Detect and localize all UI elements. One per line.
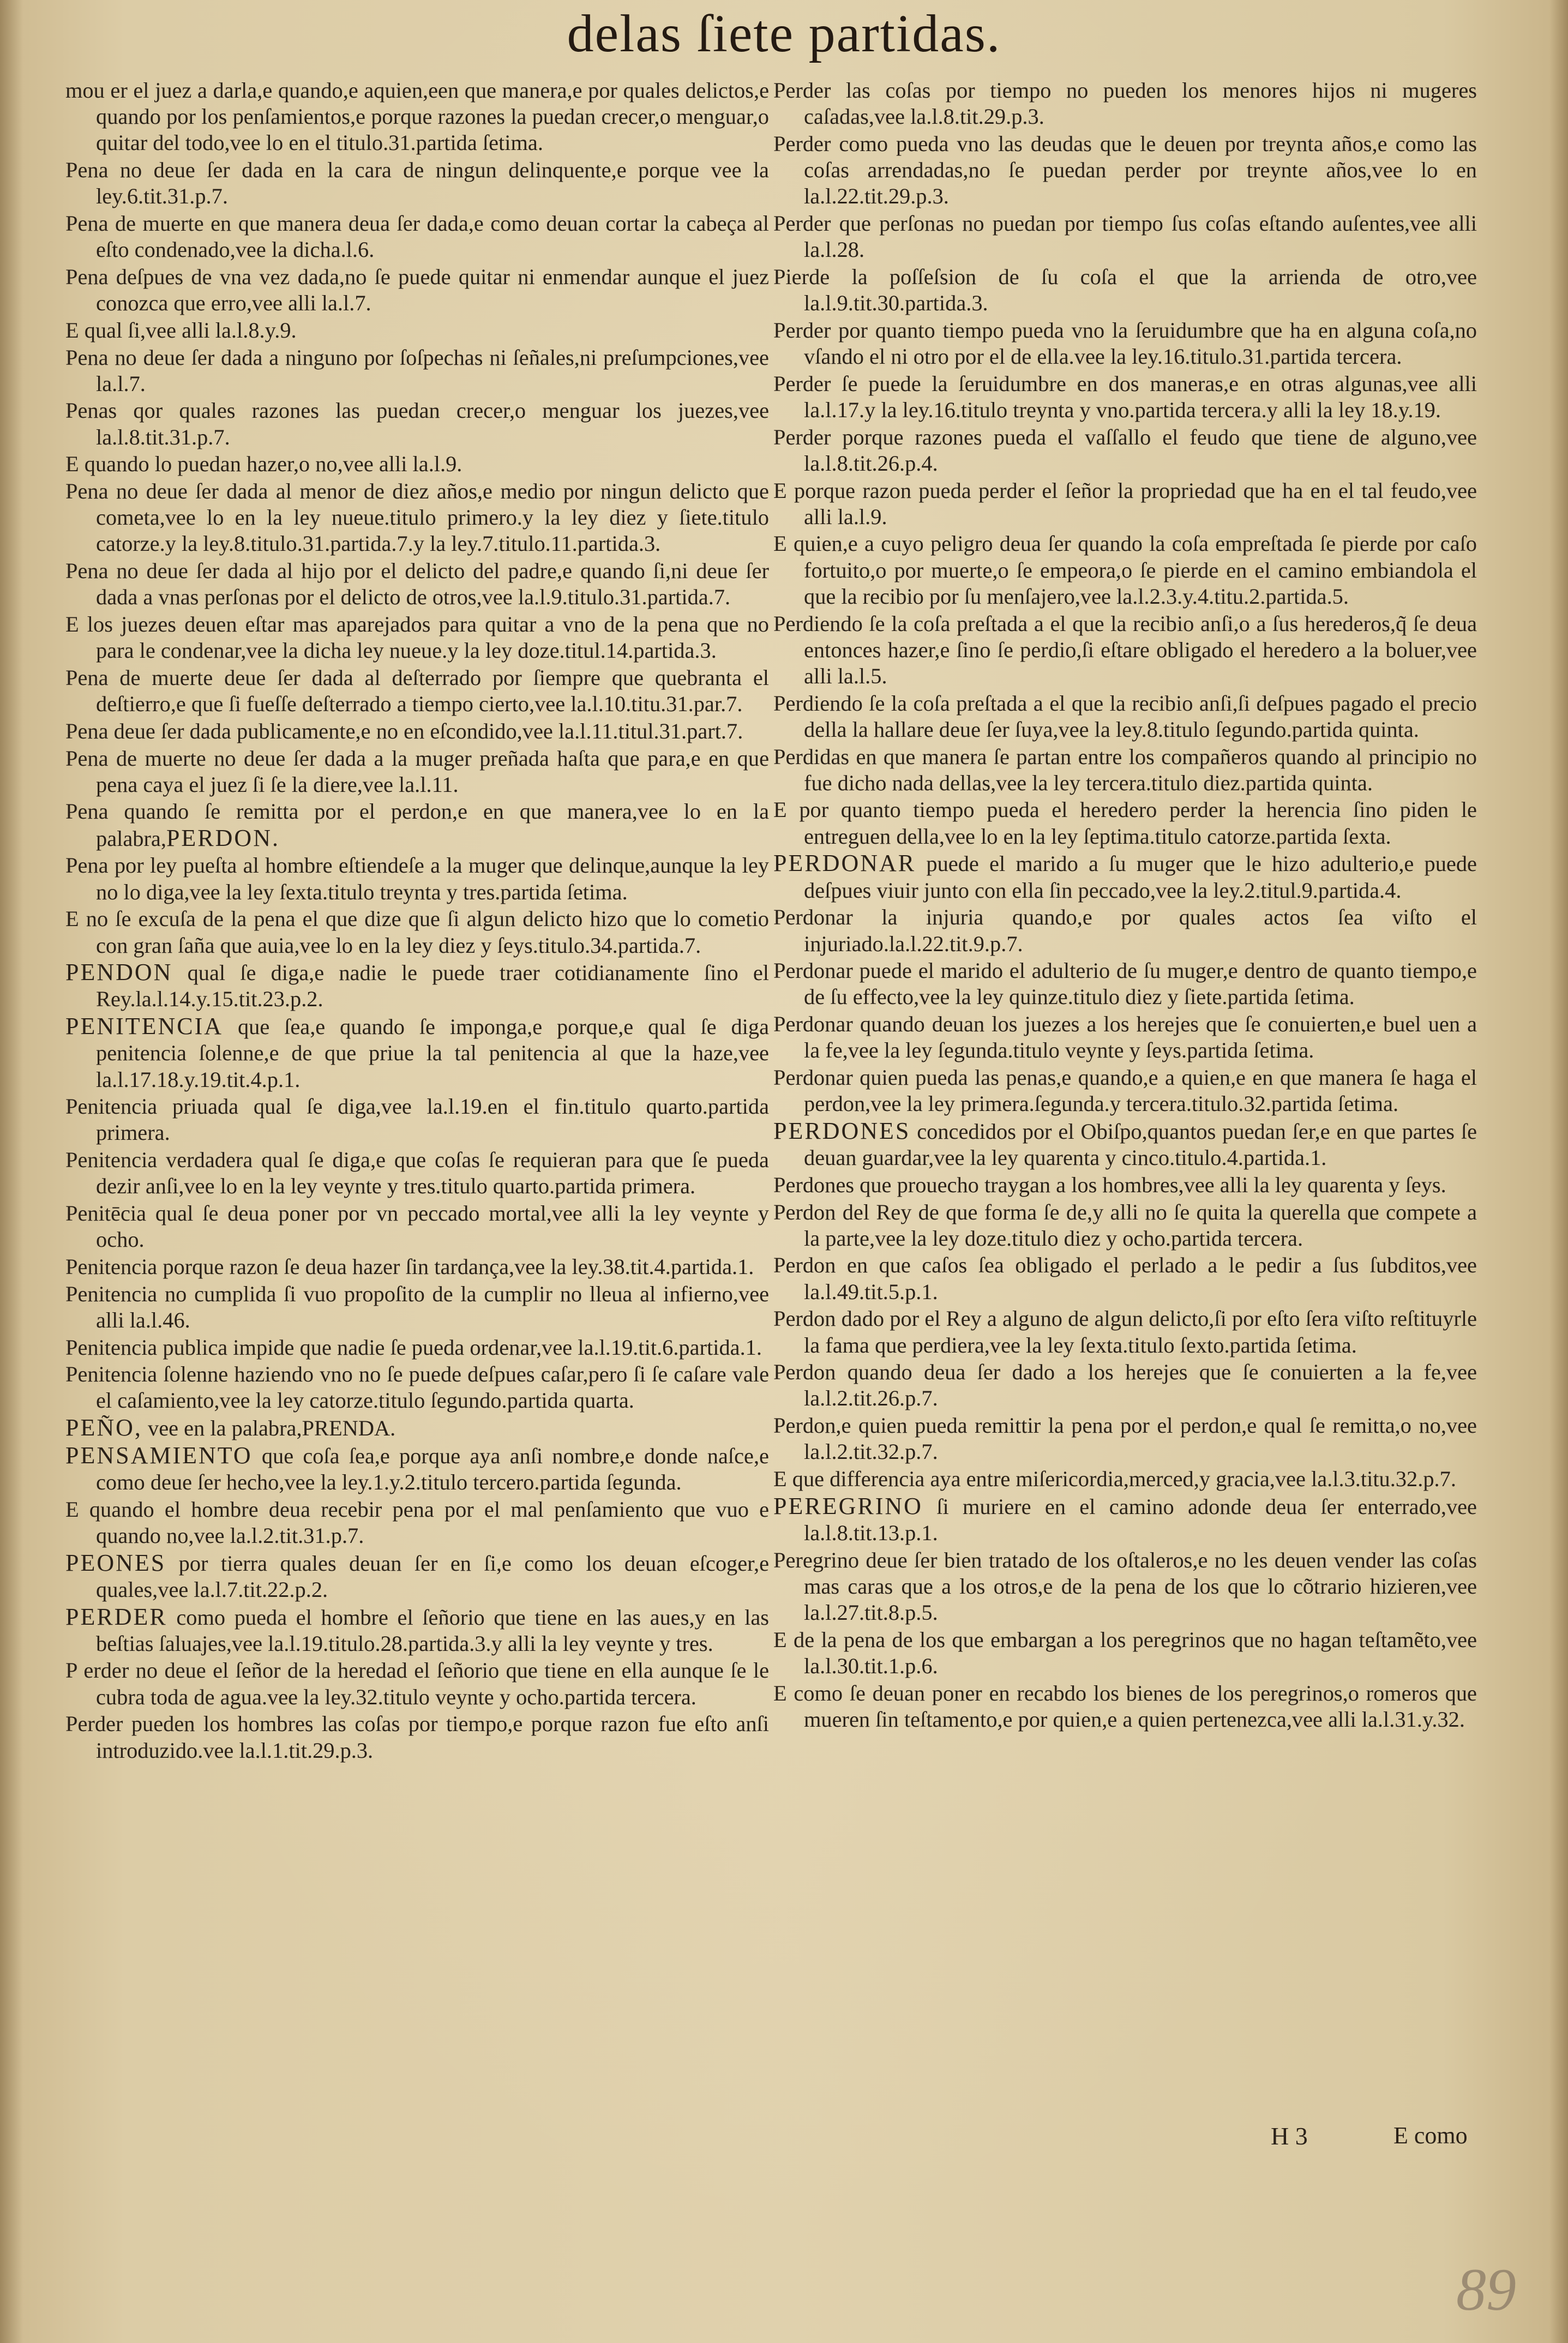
entry-text: que ſea,e quando ſe imponga,e porque,e qual ſe diga penitencia ſolenne,e de que priue la tal penitencia al que la haze,vee la.l.17.18.y.19.tit.4.p.1. <box>96 1014 769 1092</box>
entry-text: E quando lo puedan hazer,o no,vee alli la.l.9. <box>65 452 462 477</box>
index-entry <box>65 1147 769 1199</box>
index-entry <box>65 611 769 664</box>
entry-text: Penitencia verdadera qual ſe diga,e que coſas ſe requieran para que ſe pueda dezir anſi,vee lo en la ley veynte y tres.titulo quarto.partida primera. <box>65 1148 769 1199</box>
index-entry <box>773 1011 1477 1064</box>
entry-text: Pena quando ſe remitta por el perdon,e en que manera,vee lo en la palabra, <box>65 799 769 851</box>
entry-text: mou er el juez a darla,e quando,e aquien,een que manera,e por quales delictos,e quando por los penſamientos,e porque razones la puedan crecer,o menguar,o quitar del todo,vee lo en el titulo.31.partida ſetima. <box>65 78 769 155</box>
entry-text: Perder que perſonas no puedan por tiempo ſus coſas eſtando auſentes,vee alli la.l.28. <box>773 211 1477 262</box>
index-entry <box>773 904 1477 957</box>
index-entry <box>773 1306 1477 1358</box>
index-entry <box>65 1200 769 1253</box>
index-entry <box>773 1466 1477 1492</box>
index-entry <box>773 1680 1477 1733</box>
index-entry <box>65 1013 769 1093</box>
index-entry <box>65 852 769 905</box>
entry-keyword: PEÑO, <box>65 1414 142 1441</box>
entry-text: Perdonar quando deuan los juezes a los herejes que ſe conuierten,e buel uen a la fe,vee la ley ſegunda.titulo veynte y ſeys.partida ſetima. <box>773 1012 1477 1063</box>
entry-keyword: PENSAMIENTO <box>65 1441 253 1469</box>
index-entry <box>65 1335 769 1361</box>
index-entry <box>65 1415 769 1441</box>
index-entry <box>773 611 1477 690</box>
index-entry <box>773 1172 1477 1198</box>
entry-keyword: PENITENCIA <box>65 1013 224 1040</box>
index-entry <box>65 1604 769 1657</box>
index-entry <box>773 371 1477 423</box>
entry-text: que coſa ſea,e porque aya anſi nombre,e donde naſce,e como deue ſer hecho,vee la ley.1.y.2.titulo tercero.partida ſegunda. <box>96 1443 769 1495</box>
left-index-column <box>65 77 769 2106</box>
entry-text: Pena no deue ſer dada a ninguno por ſoſpechas ni ſeñales,ni preſumpciones,vee la.l.7. <box>65 345 769 396</box>
entry-text: Perder pueden los hombres las coſas por tiempo,e porque razon fue eſto anſi introduzido.vee la.l.1.tit.29.p.3. <box>65 1711 769 1763</box>
signature-mark: H 3 <box>1271 2122 1308 2150</box>
index-entry <box>65 1657 769 1710</box>
entry-text: Perdiendo ſe la coſa preſtada a el que la recibio anſi,ſi deſpues pagado el precio della la hallare deue ſer ſuya,vee la ley.8.titulo ſegundo.partida quinta. <box>773 690 1477 742</box>
entry-text: P erder no deue el ſeñor de la heredad el ſeñorio que tiene en ella aunque ſe le cubra toda de agua.vee la ley.32.titulo veynte y ocho.partida tercera. <box>65 1658 769 1709</box>
index-entry <box>65 317 769 344</box>
entry-text: Perder las coſas por tiempo no pueden los menores hijos ni mugeres caſadas,vee la.l.8.tit.29.p.3. <box>773 78 1477 129</box>
index-entry <box>773 211 1477 263</box>
entry-text: Penitencia priuada qual ſe diga,vee la.l.19.en el fin.titulo quarto.partida primera. <box>65 1094 769 1145</box>
index-entry <box>773 478 1477 530</box>
index-entry <box>773 1627 1477 1679</box>
entry-text: E quien,e a cuyo peligro deua ſer quando la coſa empreſtada ſe pierde por caſo fortuito,o por muerte,o ſe empeora,o ſe pierde en el camino embiandola el que la recibio por ſu menſajero,vee la.l.2.3.y.4.titu.2.partida.5. <box>773 531 1477 609</box>
page-edge-shadow <box>1549 0 1568 2343</box>
index-entry <box>773 1199 1477 1252</box>
index-entry <box>773 1252 1477 1305</box>
entry-text: qual ſe diga,e nadie le puede traer cotidianamente ſino el Rey.la.l.14.y.15.tit.23.p.2. <box>96 960 769 1012</box>
index-entry <box>773 317 1477 370</box>
entry-text: Pena deſpues de vna vez dada,no ſe puede quitar ni enmendar aunque el juez conozca que erro,vee alli la.l.7. <box>65 264 769 316</box>
index-entry <box>773 1413 1477 1465</box>
entry-text: Penitencia no cumplida ſi vuo propoſito de la cumplir no lleua al infierno,vee alli la.l.46. <box>65 1281 769 1332</box>
entry-text: Peregrino deue ſer bien tratado de los oſtaleros,e no les deuen vender las coſas mas caras que a los otros,e de la pena de los que lo cõtrario hizieren,vee la.l.27.tit.8.p.5. <box>773 1547 1477 1625</box>
index-entry <box>773 531 1477 610</box>
index-entry <box>773 1118 1477 1171</box>
index-entry <box>65 906 769 958</box>
entry-text: Perdon del Rey de que forma ſe de,y alli no ſe quita la querella que compete a la parte,vee la ley doze.titulo diez y ocho.partida tercera. <box>773 1199 1477 1251</box>
entry-text: E los juezes deuen eſtar mas aparejados para quitar a vno de la pena que no para le condenar,vee la dicha ley nueue.y la ley doze.titul.14.partida.3. <box>65 612 769 663</box>
entry-text: Perdiendo ſe la coſa preſtada a el que la recibio anſi,o a ſus herederos,q̃ ſe deua entonces hazer,e ſino ſe perdio,ſi eſtare obligado el heredero a la boluer,vee alli la.l.5. <box>773 611 1477 688</box>
index-entry <box>773 1547 1477 1626</box>
entry-text: E como ſe deuan poner en recabdo los bienes de los peregrinos,o romeros que mueren ſin teſtamento,e por quien,e a quien pertenezca,vee alli la.l.31.y.32. <box>773 1680 1477 1732</box>
entry-keyword: PERDONES <box>773 1117 911 1144</box>
entry-text: Penas qor quales razones las puedan crecer,o menguar los juezes,vee la.l.8.tit.31.p.7. <box>65 398 769 449</box>
entry-text: Pena no deue ſer dada al menor de diez años,e medio por ningun delicto que cometa,vee lo en la ley nueue.titulo primero.y la ley diez y ſiete.titulo catorze.y la ley.8.titulo.31.partida.7.y la ley.7.titulo.11.partida.3. <box>65 479 769 556</box>
entry-keyword: PEONES <box>65 1549 166 1576</box>
entry-keyword: PERDONAR <box>773 850 916 877</box>
entry-text: Perdonar la injuria quando,e por quales actos ſea viſto el injuriado.la.l.22.tit.9.p.7. <box>773 905 1477 956</box>
entry-text: E por quanto tiempo pueda el heredero perder la herencia ſino piden le entreguen della,vee lo en la ley ſeptima.titulo catorze.partida ſexta. <box>773 797 1477 849</box>
entry-text: E porque razon pueda perder el ſeñor la propriedad que ha en el tal feudo,vee alli la.l.9. <box>773 478 1477 529</box>
index-entry <box>65 1550 769 1603</box>
index-entry <box>65 1443 769 1495</box>
index-entry <box>773 850 1477 903</box>
entry-text: Perder como pueda vno las deudas que le deuen por treynta años,e como las coſas arrendadas,no ſe puedan perder por treynte años,vee lo en la.l.22.tit.29.p.3. <box>773 131 1477 209</box>
entry-text: Perder porque razones pueda el vaſſallo el feudo que tiene de alguno,vee la.l.8.tit.26.p.4. <box>773 424 1477 476</box>
entry-text: Pena deue ſer dada publicamente,e no en eſcondido,vee la.l.11.titul.31.part.7. <box>65 718 743 743</box>
index-entry <box>65 718 769 744</box>
right-index-column <box>773 77 1477 2106</box>
index-entry <box>65 264 769 316</box>
entry-text: Pena no deue ſer dada en la cara de ningun delinquente,e porque vee la ley.6.tit.31.p.7. <box>65 158 769 209</box>
entry-keyword: PEREGRINO <box>773 1492 923 1519</box>
index-entry <box>65 77 769 157</box>
index-entry <box>773 264 1477 316</box>
handwritten-folio-number: 89 <box>1456 2256 1516 2323</box>
entry-text: Pena por ley pueſta al hombre eſtiendeſe a la muger que delinque,aunque la ley no lo diga,vee la ley ſexta.titulo treynta y tres.partida ſetima. <box>65 853 769 904</box>
index-entry <box>65 1497 769 1549</box>
index-entry <box>65 558 769 610</box>
entry-keyword: PENDON <box>65 959 173 986</box>
index-entry <box>65 665 769 717</box>
index-entry <box>65 478 769 557</box>
index-entry <box>773 690 1477 743</box>
index-entry <box>773 744 1477 796</box>
entry-text: Perdonar quien pueda las penas,e quando,e a quien,e en que manera ſe haga el perdon,vee la ley primera.ſegunda.y tercera.titulo.32.partida ſetima. <box>773 1065 1477 1116</box>
index-entry <box>773 131 1477 210</box>
index-entry <box>65 1254 769 1280</box>
index-entry <box>65 959 769 1012</box>
entry-text: Pena de muerte en que manera deua ſer dada,e como deuan cortar la cabeça al eſto condenado,vee la dicha.l.6. <box>65 211 769 262</box>
entry-text: Perder ſe puede la ſeruidumbre en dos maneras,e en otras algunas,vee alli la.l.17.y la ley.16.titulo treynta y vno.partida tercera.y alli la ley 18.y.19. <box>773 371 1477 422</box>
index-entry <box>65 798 769 851</box>
index-entry <box>65 345 769 397</box>
index-entry <box>773 1493 1477 1546</box>
index-entry <box>65 1361 769 1414</box>
entry-text: Penitēcia qual ſe deua poner por vn peccado mortal,vee alli la ley veynte y ocho. <box>65 1201 769 1252</box>
index-entry <box>773 424 1477 477</box>
entry-text: ſi muriere en el camino adonde deua ſer enterrado,vee la.l.8.tit.13.p.1. <box>804 1494 1477 1545</box>
entry-text: Pena no deue ſer dada al hijo por el delicto del padre,e quando ſi,ni deue ſer dada a vnas perſonas por el delicto de otros,vee la.l.9.titulo.31.partida.7. <box>65 558 769 610</box>
entry-text: vee en la palabra,PRENDA. <box>148 1416 396 1441</box>
entry-text: como pueda el hombre el ſeñorio que tiene en las aues,y en las beſtias ſaluajes,vee la.l.19.titulo.28.partida.3.y alli la ley veynte y tres. <box>96 1605 769 1656</box>
entry-text: Perdon quando deua ſer dado a los herejes que ſe conuierten a la fe,vee la.l.2.tit.26.p.7. <box>773 1360 1477 1411</box>
entry-text: E de la pena de los que embargan a los peregrinos que no hagan teſtamẽto,vee la.l.30.tit.1.p.6. <box>773 1627 1477 1678</box>
entry-text: Pena de muerte deue ſer dada al deſterrado por ſiempre que quebranta el deſtierro,e que ſi fueſſe deſterrado a tiempo cierto,vee la.l.10.titu.31.par.7. <box>65 665 769 717</box>
entry-text: E quando el hombre deua recebir pena por el mal penſamiento que vuo e quando no,vee la.l.2.tit.31.p.7. <box>65 1497 769 1548</box>
entry-text: Pena de muerte no deue ſer dada a la muger preñada haſta que para,e en que pena caya el juez ſi ſe la diere,vee la.l.11. <box>65 746 769 797</box>
entry-text: Perdon dado por el Rey a alguno de algun delicto,ſi por eſto ſera viſto reſtituyrle la fama que perdiera,vee la ley ſexta.titulo ſexto.partida ſetima. <box>773 1306 1477 1357</box>
entry-text: E no ſe excuſa de la pena el que dize que ſi algun delicto hizo que lo cometio con gran ſaña que auia,vee lo en la ley diez y ſeys.titulo.34.partida.7. <box>65 906 769 958</box>
index-entry <box>773 797 1477 849</box>
entry-keyword: PERDON. <box>166 824 280 851</box>
index-entry <box>773 958 1477 1010</box>
entry-text: Perder por quanto tiempo pueda vno la ſeruidumbre que ha en alguna coſa,no vſando el ni otro por el de ella.vee la ley.16.titulo.31.partida tercera. <box>773 317 1477 369</box>
entry-text: Perdonar puede el marido el adulterio de ſu muger,e dentro de quanto tiempo,e de ſu effecto,vee la ley quinze.titulo diez y ſiete.partida ſetima. <box>773 958 1477 1010</box>
entry-keyword: PERDER <box>65 1603 167 1630</box>
index-entry <box>65 398 769 450</box>
entry-text: Perdon en que caſos ſea obligado el perlado a le pedir a ſus ſubditos,vee la.l.49.tit.5.p.1. <box>773 1253 1477 1304</box>
entry-text: Penitencia ſolenne haziendo vno no ſe puede deſpues caſar,pero ſi ſe caſare vale el caſamiento,vee la ley catorze.titulo ſegundo.partida quarta. <box>65 1362 769 1413</box>
index-entry <box>773 1065 1477 1117</box>
index-entry <box>65 1094 769 1146</box>
index-entry <box>65 211 769 263</box>
index-entry <box>65 451 769 477</box>
entry-text: E que differencia aya entre miſericordia,merced,y gracia,vee la.l.3.titu.32.p.7. <box>773 1467 1456 1492</box>
entry-text: puede el marido a ſu muger que le hizo adulterio,e puede deſpues viuir junto con ella ſin peccado,vee la ley.2.titul.9.partida.4. <box>804 851 1477 903</box>
index-entry <box>65 1711 769 1763</box>
index-entry <box>773 77 1477 130</box>
entry-text: Perdidas en que manera ſe partan entre los compañeros quando al principio no fue dicho nada dellas,vee la ley tercera.titulo diez.partida quinta. <box>773 744 1477 795</box>
entry-text: concedidos por el Obiſpo,quantos puedan ſer,e en que partes ſe deuan guardar,vee la ley quarenta y cinco.titulo.4.partida.1. <box>804 1119 1477 1170</box>
index-entry <box>65 1281 769 1333</box>
index-entry <box>773 1359 1477 1411</box>
index-entry <box>65 746 769 798</box>
index-entry <box>65 157 769 209</box>
page-edge-shadow <box>0 0 23 2343</box>
entry-text: Penitencia publica impide que nadie ſe pueda ordenar,vee la.l.19.tit.6.partida.1. <box>65 1335 762 1360</box>
entry-text: E qual ſi,vee alli la.l.8.y.9. <box>65 317 297 343</box>
entry-text: Perdones que prouecho traygan a los hombres,vee alli la ley quarenta y ſeys. <box>773 1172 1446 1197</box>
running-head: delas ſiete partidas. <box>567 4 1001 63</box>
entry-text: Penitencia porque razon ſe deua hazer ſin tardança,vee la ley.38.tit.4.partida.1. <box>65 1254 754 1279</box>
entry-text: Pierde la poſſeſsion de ſu coſa el que la arrienda de otro,vee la.l.9.tit.30.partida.3. <box>773 264 1477 316</box>
entry-text: por tierra quales deuan ſer en ſi,e como los deuan eſcoger,e quales,vee la.l.7.tit.22.p.2. <box>96 1551 769 1602</box>
entry-text: Perdon,e quien pueda remittir la pena por el perdon,e qual ſe remitta,o no,vee la.l.2.tit.32.p.7. <box>773 1413 1477 1464</box>
catchword: E como <box>1393 2122 1468 2149</box>
